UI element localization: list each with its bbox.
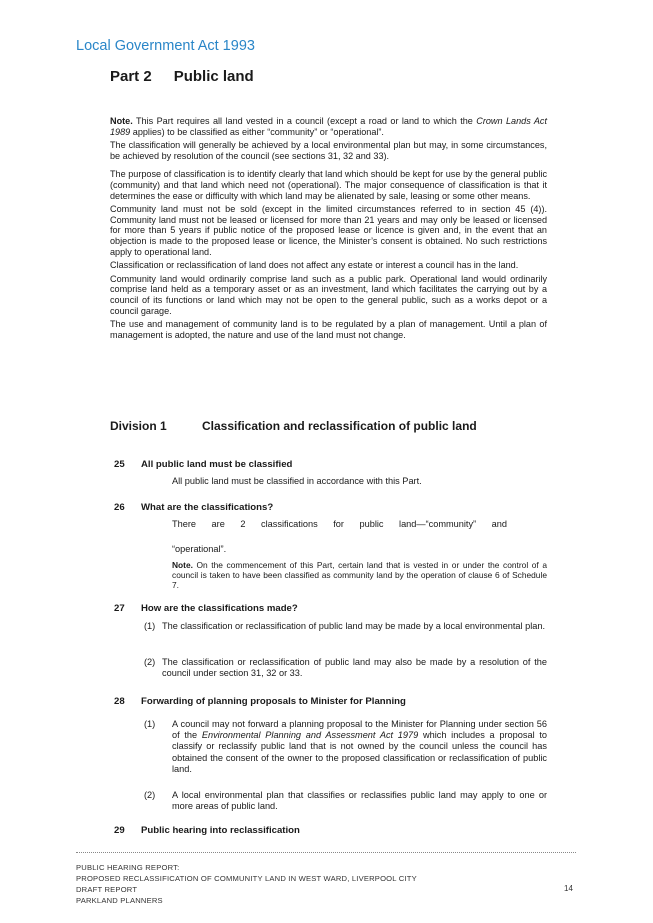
footer-line: PROPOSED RECLASSIFICATION OF COMMUNITY LAND IN WEST WARD, LIVERPOOL CITY	[76, 874, 417, 883]
page-footer	[76, 862, 417, 906]
note-text: On the commencement of this Part, certain land that is vested in or under the control of a council is taken to have been classified as community land by the operation of clause 6 of Schedule 7.	[172, 560, 547, 590]
subsection-27-1	[144, 621, 547, 645]
section-title: Forwarding of planning proposals to Minister for Planning	[141, 696, 406, 707]
section-26-body-line1: There are 2 classifications for public land—“community” and	[172, 519, 507, 529]
section-number: 27	[114, 603, 125, 614]
subsection-label: (2)	[144, 657, 156, 667]
note-label: Note.	[110, 116, 133, 126]
note-paragraph: The use and management of community land is to be regulated by a plan of management. Until a plan of management is adopted, the nature and use of the land must not change.	[110, 319, 547, 340]
division-number: Division 1	[110, 419, 167, 433]
footer-line: PARKLAND PLANNERS	[76, 896, 163, 905]
footer-line: DRAFT REPORT	[76, 885, 138, 894]
section-title: How are the classifications made?	[141, 603, 298, 614]
subsection-label: (1)	[144, 621, 156, 631]
section-number: 26	[114, 502, 125, 513]
note-text: applies) to be classified as either “community” or “operational”.	[130, 126, 384, 137]
subsection-body: The classification or reclassification of public land may be made by a local environmental plan.	[162, 621, 546, 631]
note-paragraph: Community land would ordinarily comprise land such as a public park. Operational land would ordinarily comprise land held as a temporary asset or as an investment, land which facilitates the carrying out by a council of its functions or land which may not be open to the general public, such as a works depot or a council garage.	[110, 273, 547, 316]
note-paragraph	[110, 116, 547, 137]
note-paragraph: The purpose of classification is to identify clearly that land which should be kept for use by the general public (community) and that land which need not (operational). The major consequence of classification is that it determines the ease or difficulty with which land may be alienated by sale, leasing or some other means.	[110, 169, 547, 201]
subsection-body: The classification or reclassification of public land may also be made by a resolution of the council under section 31, 32 or 33.	[162, 657, 547, 679]
subsection-28-1	[144, 719, 547, 779]
section-25-heading	[114, 459, 292, 470]
subsection-label: (1)	[144, 719, 156, 729]
section-28-heading	[114, 696, 406, 707]
note-paragraph: The classification will generally be achieved by a local environmental plan but may, in some circumstances, be achieved by resolution of the council (see sections 31, 32 and 33).	[110, 140, 547, 161]
section-title: What are the classifications?	[141, 502, 274, 513]
part-number: Part 2	[110, 68, 152, 85]
section-27-heading	[114, 603, 298, 614]
section-number: 29	[114, 825, 125, 836]
section-number: 28	[114, 696, 125, 707]
subsection-label: (2)	[144, 790, 156, 800]
section-26-body-line2: “operational”.	[172, 544, 227, 554]
note-label: Note.	[172, 560, 193, 570]
part-heading	[110, 68, 254, 85]
act-reference: Crown Lands Act 1989	[110, 116, 547, 137]
division-heading	[110, 419, 477, 433]
act-title: Local Government Act 1993	[76, 38, 255, 54]
note-paragraph: Classification or reclassification of land does not affect any estate or interest a council has in the land.	[110, 260, 519, 271]
footer-line: PUBLIC HEARING REPORT:	[76, 863, 180, 872]
section-25-body: All public land must be classified in accordance with this Part.	[172, 476, 422, 486]
part-name: Public land	[173, 68, 254, 85]
section-title: Public hearing into reclassification	[141, 825, 300, 836]
section-number: 25	[114, 459, 125, 470]
section-title: All public land must be classified	[141, 459, 293, 470]
subsection-body: A local environmental plan that classifies or reclassifies public land may apply to one or more areas of public land.	[172, 790, 547, 812]
subsection-body: A council may not forward a planning proposal to the Minister for Planning under section 56 of the Environmental Planning and Assessment Act 1979 which includes a proposal to classify or reclassify public land that is not owned by the council unless the council has obtained the consent of the owner to the proposed classification or reclassification of public land.	[172, 719, 547, 774]
subsection-27-2	[144, 657, 547, 681]
section-26-note	[172, 560, 547, 590]
division-name: Classification and reclassification of public land	[202, 419, 477, 433]
footer-divider	[76, 852, 576, 853]
editorial-note	[110, 116, 547, 343]
section-26-heading	[114, 502, 273, 513]
note-text: This Part requires all land vested in a council (except a road or land to which the	[132, 116, 477, 126]
note-paragraph: Community land must not be sold (except in the limited circumstances referred to in section 45 (4)). Community land must not be leased or licensed for more than 21 years and may only be leased or licensed for more than 5 years if public notice of the proposed lease or licence is given and, in the event that an objection is made to the proposed lease or licence, the Minister’s consent is obtained. No such restrictions apply to operational land.	[110, 204, 547, 257]
subsection-28-2	[144, 790, 547, 814]
page-number: 14	[564, 884, 573, 893]
act-reference: Environmental Planning and Assessment Act 1979	[201, 730, 419, 741]
section-29-heading	[114, 825, 300, 836]
